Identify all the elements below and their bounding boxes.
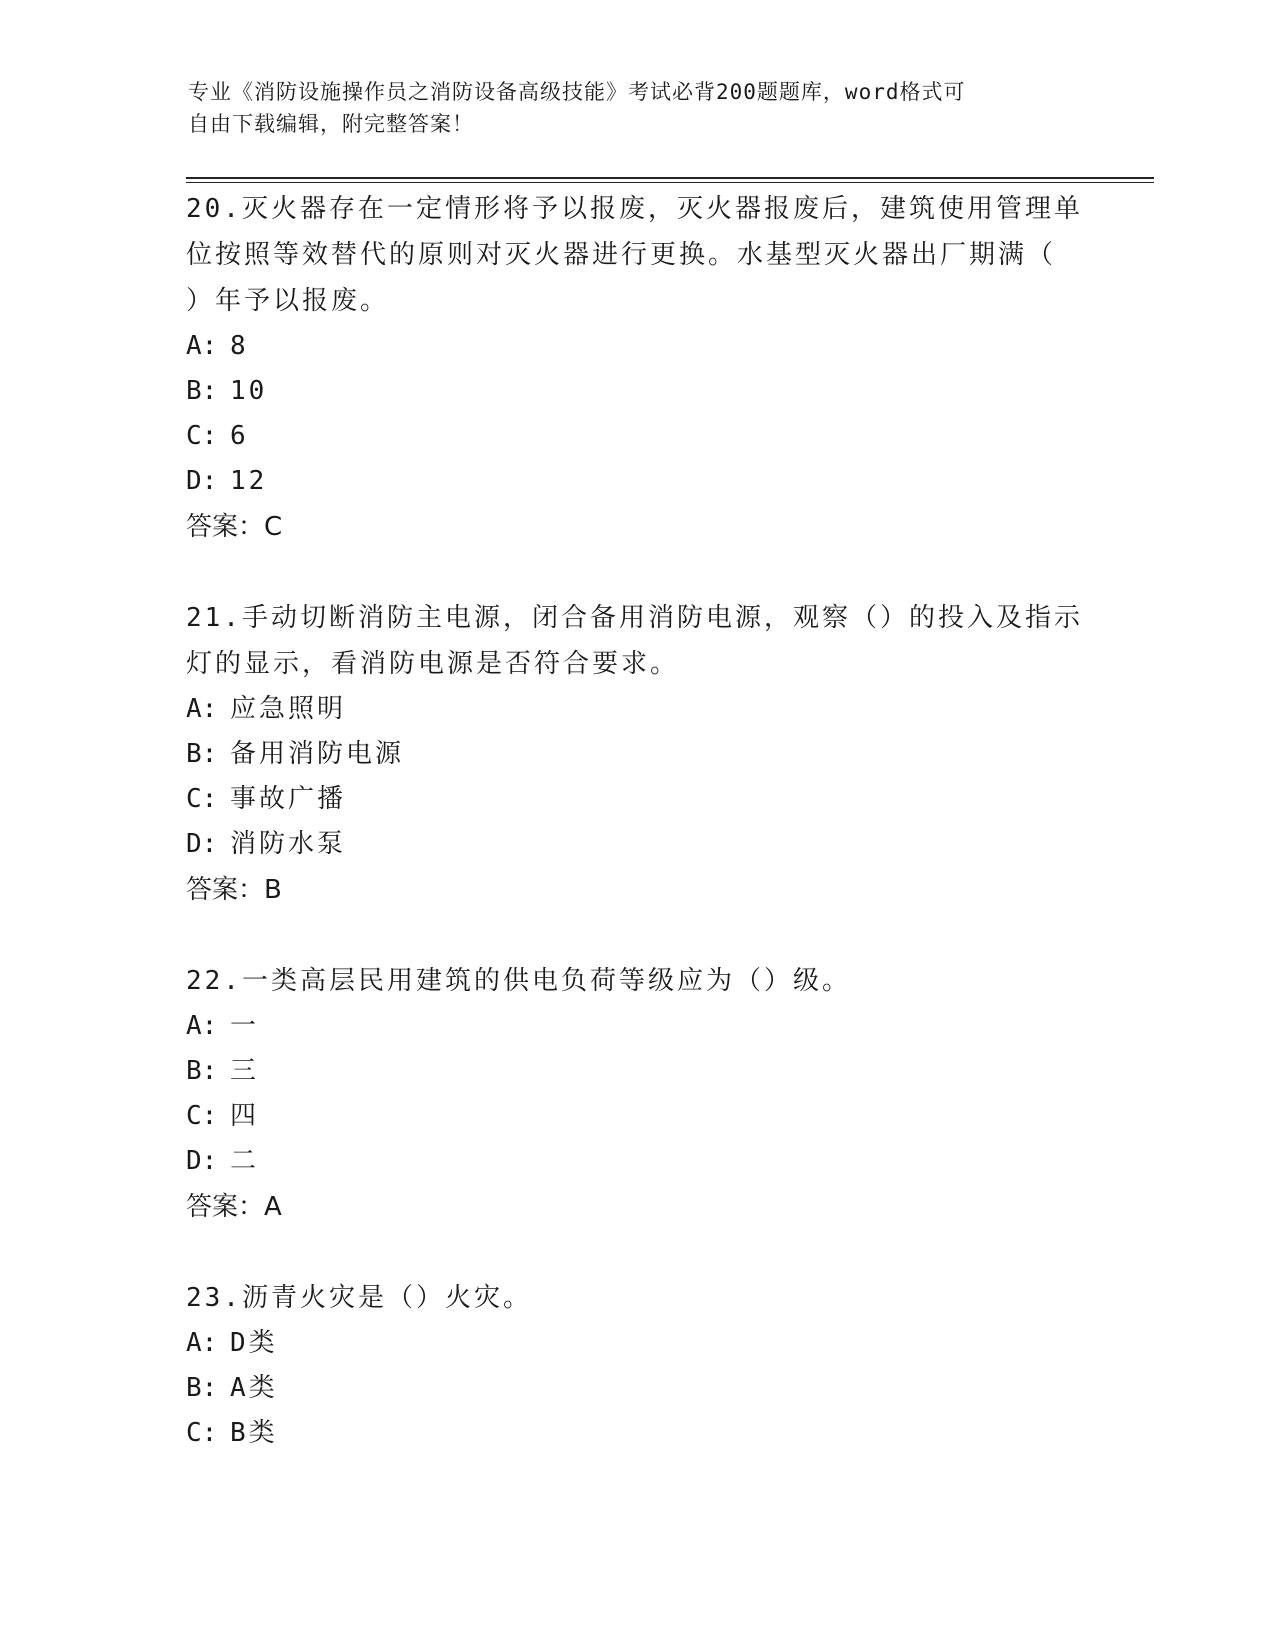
option-a xyxy=(186,1004,1086,1049)
answer-line: 答案：C xyxy=(186,512,283,542)
option-letter: C: xyxy=(186,784,218,814)
option-text: D类 xyxy=(230,1328,278,1358)
option-c xyxy=(186,1411,1086,1456)
option-text: 消防水泵 xyxy=(230,829,347,859)
answer-line: 答案：A xyxy=(186,1192,282,1222)
option-text: B类 xyxy=(230,1418,278,1448)
answer-line: 答案：B xyxy=(186,875,282,905)
question-spacer xyxy=(186,1230,1086,1275)
option-letter: A: xyxy=(186,331,218,361)
header-divider-thick xyxy=(186,177,1154,179)
option-b xyxy=(186,1049,1086,1094)
option-letter: B: xyxy=(186,376,218,406)
option-letter: D: xyxy=(186,1146,218,1176)
option-text: 12 xyxy=(230,466,268,496)
option-text: 事故广播 xyxy=(230,784,347,814)
question-21 xyxy=(186,595,1086,913)
option-text: 备用消防电源 xyxy=(230,739,405,769)
option-letter: C: xyxy=(186,1418,218,1448)
option-text: 8 xyxy=(230,331,249,361)
option-text: 四 xyxy=(230,1101,260,1131)
question-stem-line: 22.一类高层民用建筑的供电负荷等级应为（）级。 xyxy=(186,966,851,996)
option-text: 应急照明 xyxy=(230,694,347,724)
option-letter: A: xyxy=(186,1328,218,1358)
option-text: 10 xyxy=(230,376,268,406)
option-b xyxy=(186,1366,1086,1411)
question-stem-line: 灯的显示，看消防电源是否符合要求。 xyxy=(186,649,680,679)
option-letter: B: xyxy=(186,1056,218,1086)
option-text: 三 xyxy=(230,1056,260,1086)
header-line-1: 专业《消防设施操作员之消防设备高级技能》考试必背200题题库，word格式可 xyxy=(188,80,966,104)
option-c xyxy=(186,414,1086,459)
option-b xyxy=(186,732,1086,777)
question-23 xyxy=(186,1275,1086,1456)
option-letter: B: xyxy=(186,1373,218,1403)
question-stem-line: ）年予以报废。 xyxy=(186,286,390,316)
header-divider-thin xyxy=(186,182,1154,183)
option-text: 二 xyxy=(230,1146,260,1176)
question-stem-line: 23.沥青火灾是（）火灾。 xyxy=(186,1283,532,1313)
question-spacer xyxy=(186,913,1086,958)
option-c xyxy=(186,777,1086,822)
question-spacer xyxy=(186,550,1086,595)
option-text: A类 xyxy=(230,1373,278,1403)
header-line-2: 自由下载编辑，附完整答案！ xyxy=(188,112,474,136)
option-d xyxy=(186,1139,1086,1184)
question-list xyxy=(186,186,1086,1456)
option-a xyxy=(186,324,1086,369)
document-header xyxy=(188,76,1068,140)
option-letter: D: xyxy=(186,829,218,859)
option-letter: A: xyxy=(186,694,218,724)
question-20 xyxy=(186,186,1086,550)
option-text: 一 xyxy=(230,1011,260,1041)
option-c xyxy=(186,1094,1086,1139)
option-a xyxy=(186,1321,1086,1366)
option-a xyxy=(186,687,1086,732)
option-d xyxy=(186,822,1086,867)
question-stem-line: 20.灭火器存在一定情形将予以报废，灭火器报废后，建筑使用管理单 xyxy=(186,194,1083,224)
option-d xyxy=(186,459,1086,504)
question-stem-line: 位按照等效替代的原则对灭火器进行更换。水基型灭火器出厂期满（ xyxy=(186,240,1057,270)
option-letter: B: xyxy=(186,739,218,769)
option-b xyxy=(186,369,1086,414)
option-letter: A: xyxy=(186,1011,218,1041)
question-stem-line: 21.手动切断消防主电源，闭合备用消防电源，观察（）的投入及指示 xyxy=(186,603,1083,633)
option-letter: C: xyxy=(186,421,218,451)
question-22 xyxy=(186,958,1086,1230)
option-letter: C: xyxy=(186,1101,218,1131)
option-text: 6 xyxy=(230,421,249,451)
option-letter: D: xyxy=(186,466,218,496)
